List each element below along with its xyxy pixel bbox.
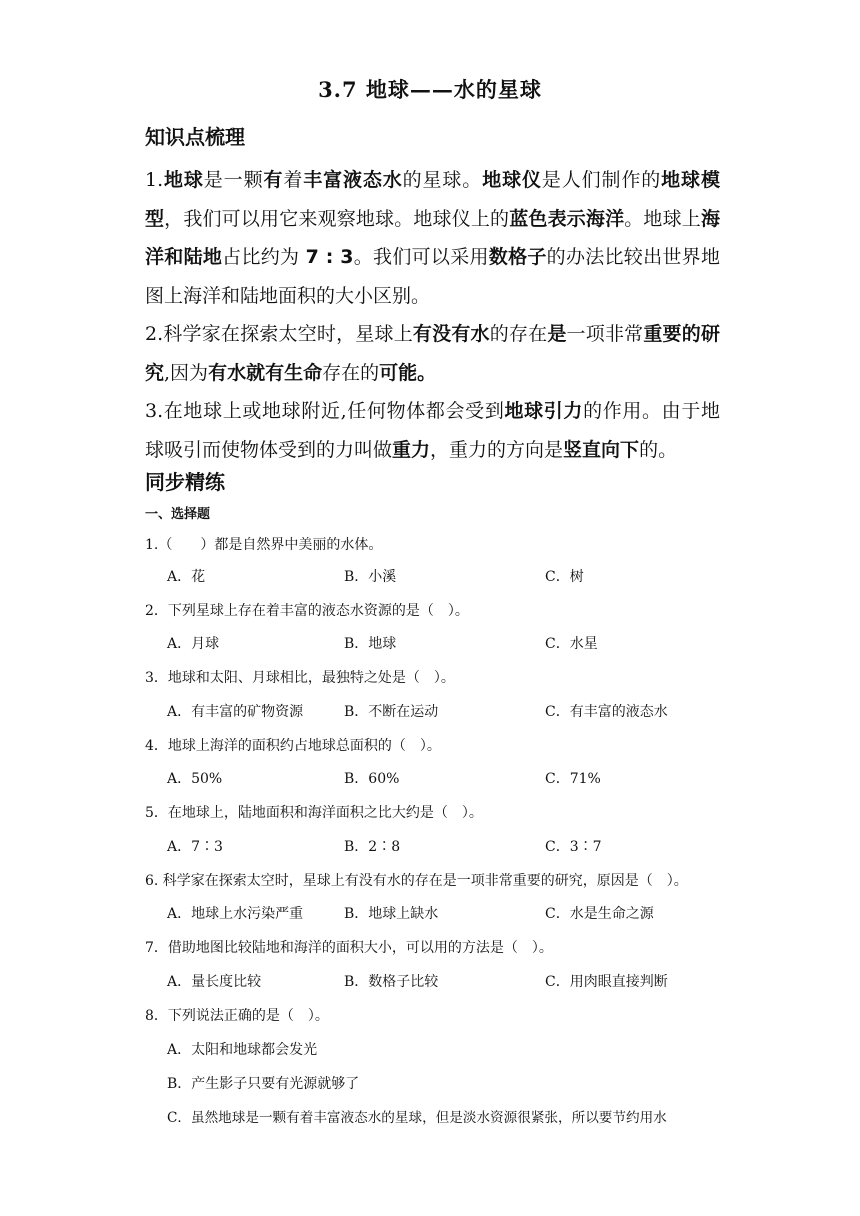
question-6: 6. 科学家在探索太空时，星球上有没有水的存在是一项非常重要的研究，原因是（ ）。	[145, 873, 688, 889]
bold-term: 重力	[392, 438, 431, 461]
question-8-option-b: B．产生影子只要有光源就够了	[167, 1076, 360, 1092]
question-1-option-a: A．花	[167, 569, 206, 585]
question-8-option-a: A．太阳和地球都会发光	[167, 1042, 318, 1058]
question-6-option-b: B．地球上缺水	[344, 906, 439, 922]
question-6-option-a: A．地球上水污染严重	[167, 906, 304, 922]
question-1: 1.（ ）都是自然界中美丽的水体。	[145, 537, 383, 553]
text-run: 。地球上	[624, 207, 701, 230]
question-2-option-b: B．地球	[344, 636, 397, 652]
text-run: 是一颗	[203, 169, 264, 191]
question-2-option-a: A．月球	[167, 636, 220, 652]
page-title: 3.7 地球——水的星球	[318, 77, 542, 102]
question-1-option-b: B．小溪	[344, 569, 397, 585]
question-6-option-c: C．水是生命之源	[545, 906, 654, 922]
knowledge-point-1	[145, 161, 720, 315]
question-5: 5．在地球上，陆地面积和海洋面积之比大约是（ ）。	[145, 805, 483, 821]
question-4-option-c: C．71%	[545, 771, 601, 787]
question-4-option-a: A．50%	[167, 771, 223, 787]
subsection-heading-choice: 一、选择题	[145, 507, 211, 522]
text-run: 的。	[639, 438, 678, 461]
bold-term: 是	[547, 323, 567, 345]
knowledge-point-2	[145, 315, 720, 392]
question-7-option-c: C．用肉眼直接判断	[545, 974, 668, 990]
text-run: 的星球。	[402, 169, 483, 191]
text-run: 1.	[145, 169, 164, 191]
question-5-option-c: C．3∶7	[545, 839, 602, 855]
text-run: 的作用。由于地球吸引而使物体受到的力叫做	[145, 400, 720, 461]
text-run: 是人们制作的	[541, 169, 662, 191]
bold-term: 有水就有生命	[208, 361, 323, 384]
question-2-option-c: C．水星	[545, 636, 598, 652]
bold-term: 7 : 3	[305, 246, 354, 268]
text-run: 3.在地球上或地球附近,任何物体都会受到	[145, 400, 505, 422]
bold-term: 地球仪	[482, 169, 542, 191]
question-7-option-b: B．数格子比较	[344, 974, 439, 990]
text-run: 的办法比较出世界地图上海洋和陆地面积的大小区别。	[145, 246, 720, 307]
bold-term: 丰富液态水	[303, 169, 403, 191]
question-8: 8．下列说法正确的是（ ）。	[145, 1008, 329, 1024]
text-run: ,因为	[164, 361, 209, 384]
text-run: 的存在	[489, 323, 548, 345]
question-3: 3．地球和太阳、月球相比，最独特之处是（ ）。	[145, 670, 455, 686]
bold-term: 蓝色表示海洋	[509, 207, 625, 230]
question-7: 7．借助地图比较陆地和海洋的面积大小，可以用的方法是（ ）。	[145, 940, 553, 956]
question-3-option-c: C．有丰富的液态水	[545, 704, 668, 720]
section-heading-practice: 同步精练	[145, 470, 225, 494]
text-run: 一项非常	[566, 323, 644, 345]
question-5-option-b: B．2∶8	[344, 839, 401, 855]
bold-term: 地球模型	[145, 169, 720, 230]
text-run: 占比约为	[222, 246, 306, 268]
text-run: 2.科学家在探索太空时，星球上	[145, 323, 413, 345]
question-1-option-c: C．树	[545, 569, 584, 585]
question-4: 4．地球上海洋的面积约占地球总面积的（ ）。	[145, 738, 441, 754]
question-2: 2．下列星球上存在着丰富的液态水资源的是（ ）。	[145, 603, 469, 619]
text-run: 着	[283, 169, 304, 191]
bold-term: 海洋和陆地	[145, 207, 720, 268]
text-run: 存在的	[322, 361, 380, 384]
question-4-option-b: B．60%	[344, 771, 400, 787]
bold-term: 可能。	[379, 361, 437, 384]
bold-term: 竖直向下	[563, 438, 640, 461]
bold-term: 数格子	[488, 246, 547, 268]
question-5-option-a: A．7∶3	[167, 839, 223, 855]
text-run: ，我们可以用它来观察地球。地球仪上的	[164, 207, 510, 230]
bold-term: 地球引力	[504, 400, 584, 422]
question-3-option-b: B．不断在运动	[344, 704, 439, 720]
text-run: ，重力的方向是	[430, 438, 564, 461]
question-7-option-a: A．量长度比较	[167, 974, 262, 990]
bold-term: 地球	[163, 169, 204, 191]
bold-term: 有	[263, 169, 284, 191]
question-3-option-a: A．有丰富的矿物资源	[167, 704, 304, 720]
text-run: 。我们可以采用	[353, 246, 489, 268]
bold-term: 有没有水	[412, 323, 490, 345]
section-heading-knowledge: 知识点梳理	[145, 125, 245, 149]
question-8-option-c: C．虽然地球是一颗有着丰富液态水的星球，但是淡水资源很紧张，所以要节约用水	[167, 1110, 667, 1126]
knowledge-point-3	[145, 392, 720, 469]
bold-term: 重要的研究	[145, 323, 720, 384]
